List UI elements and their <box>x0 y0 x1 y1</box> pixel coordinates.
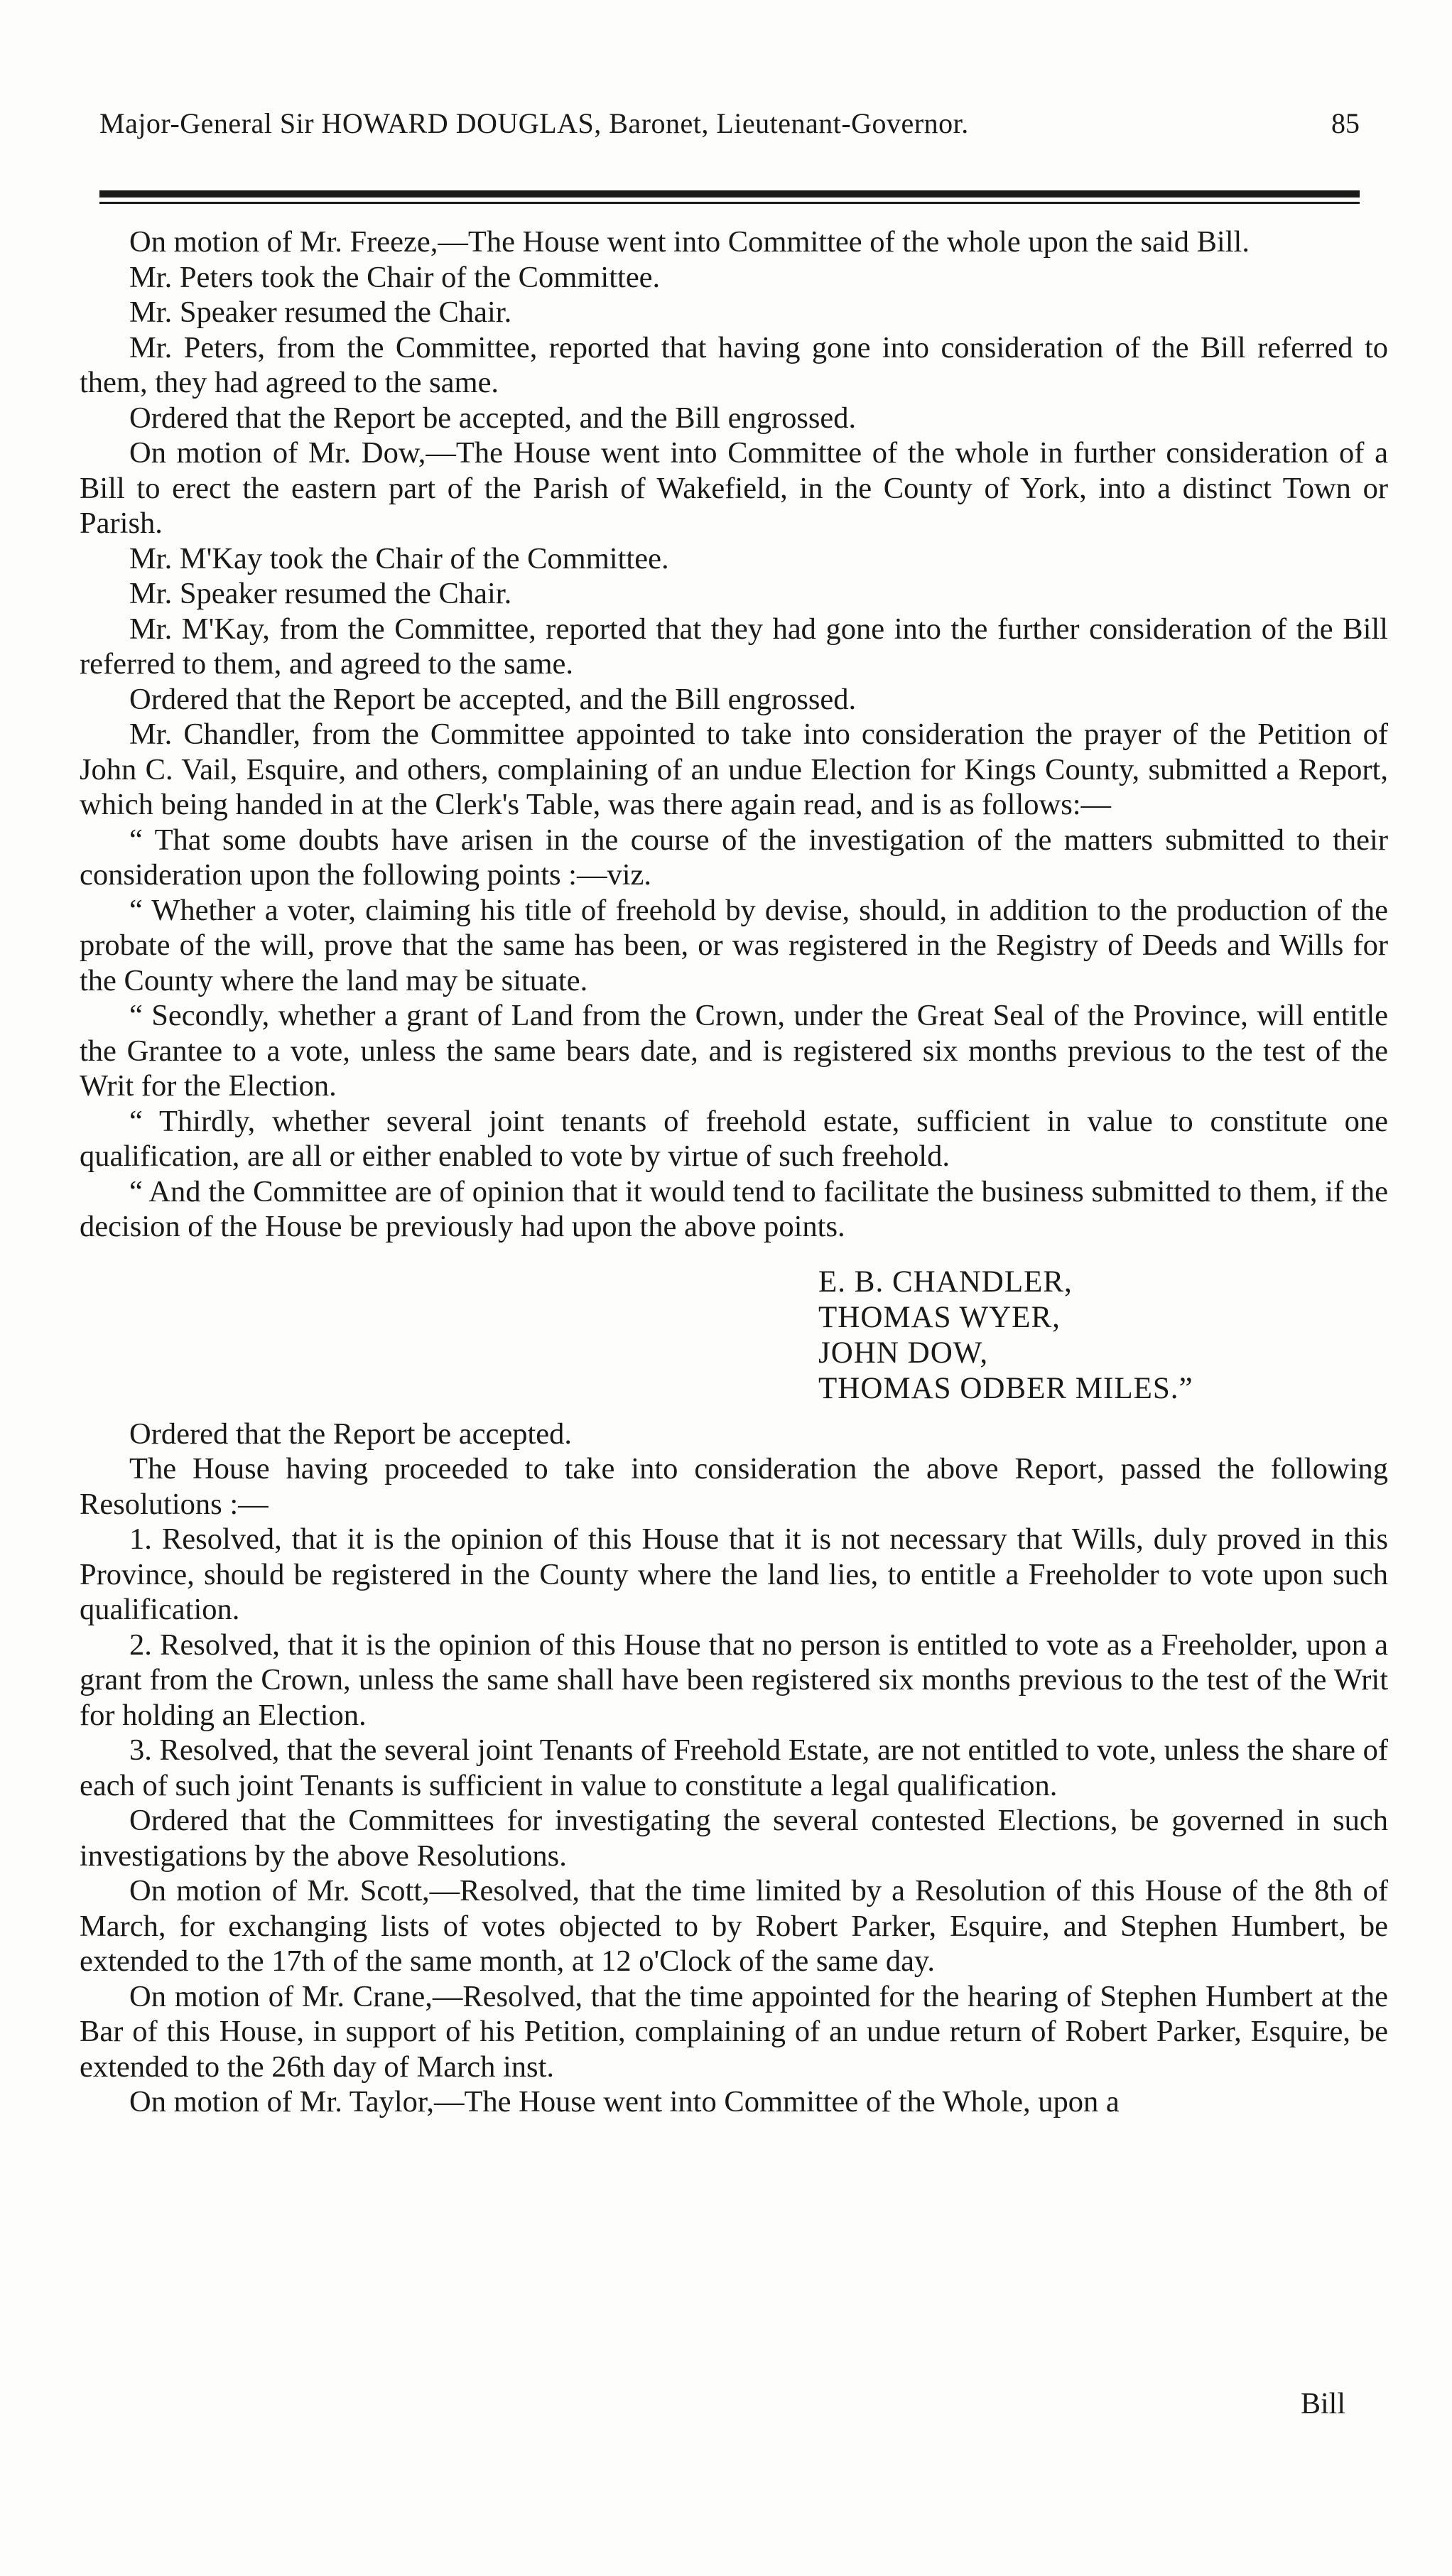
catchword: Bill <box>1300 2388 1345 2420</box>
paragraph: Mr. M'Kay, from the Committee, reported that they had gone into the further consideration of the Bill referred to them, and agreed to the same. <box>80 612 1388 681</box>
signatory: E. B. CHANDLER, <box>818 1265 1073 1299</box>
page-number: 85 <box>1331 107 1360 139</box>
paragraph: Mr. Speaker resumed the Chair. <box>129 296 512 329</box>
paragraph: “ And the Committee are of opinion that it would tend to facilitate the business submitted to them, if the decision of the House be previously had upon the above points. <box>80 1174 1388 1243</box>
paragraph: 3. Resolved, that the several joint Tenants of Freehold Estate, are not entitled to vote, unless the share of each of such joint Tenants is sufficient in value to constitute a legal qualification. <box>80 1733 1388 1802</box>
paragraph: Mr. Speaker resumed the Chair. <box>129 577 512 610</box>
paragraph: Mr. Peters, from the Committee, reported that having gone into consideration of the Bill referred to them, they had agreed to the same. <box>80 330 1388 399</box>
paragraph: Ordered that the Committees for investigating the several contested Elections, be governed in such investigations by the above Resolutions. <box>80 1804 1388 1873</box>
paragraph: Ordered that the Report be accepted. <box>129 1417 573 1451</box>
paragraph: 1. Resolved, that it is the opinion of this House that it is not necessary that Wills, duly proved in this Province, should be registered in the County where the land lies, to entitle a Freeholder to vote upon such qualification. <box>80 1522 1388 1626</box>
paragraph: “ Thirdly, whether several joint tenants of freehold estate, sufficient in value to constitute one qualification, are all or either enabled to vote by virtue of such freehold. <box>80 1104 1388 1173</box>
header-rule-thick <box>99 190 1360 197</box>
paragraph: Ordered that the Report be accepted, and the Bill engrossed. <box>129 401 857 435</box>
running-title: Major-General Sir HOWARD DOUGLAS, Baronet, Lieutenant-Governor. <box>99 107 969 139</box>
signatories <box>818 1265 1388 1407</box>
paragraph: On motion of Mr. Scott,—Resolved, that the time limited by a Resolution of this House of the 8th of March, for exchanging lists of votes objected to by Robert Parker, Esquire, and Stephen Humbert, be extended to the 17th of the same month, at 12 o'Clock of the same day. <box>80 1874 1388 1978</box>
paragraph: On motion of Mr. Dow,—The House went into Committee of the whole in further consideration of a Bill to erect the eastern part of the Parish of Wakefield, in the County of York, into a distinct Town or Parish. <box>80 436 1388 540</box>
body-text <box>80 224 1388 2120</box>
signatory: JOHN DOW, <box>818 1336 989 1370</box>
paragraph: “ That some doubts have arisen in the course of the investigation of the matters submitted to their consideration upon the following points :—viz. <box>80 823 1388 892</box>
running-header <box>99 107 1360 140</box>
signatory: THOMAS ODBER MILES.” <box>818 1371 1193 1405</box>
header-rule-thin <box>99 202 1360 204</box>
paragraph: On motion of Mr. Taylor,—The House went into Committee of the Whole, upon a <box>129 2085 1120 2118</box>
paragraph: The House having proceeded to take into consideration the above Report, passed the following Resolutions :— <box>80 1452 1388 1521</box>
paragraph: “ Secondly, whether a grant of Land from the Crown, under the Great Seal of the Province, will entitle the Grantee to a vote, unless the same bears date, and is registered six months previous to the test of the Writ for the Election. <box>80 999 1388 1103</box>
paragraph: Mr. Peters took the Chair of the Committee. <box>129 260 661 294</box>
paragraph: Ordered that the Report be accepted, and the Bill engrossed. <box>129 682 857 716</box>
paragraph: Mr. Chandler, from the Committee appointed to take into consideration the prayer of the Petition of John C. Vail, Esquire, and others, complaining of an undue Election for Kings County, submitted a Report, which being handed in at the Clerk's Table, was there again read, and is as follows:— <box>80 718 1388 821</box>
signatory: THOMAS WYER, <box>818 1300 1061 1334</box>
paragraph: On motion of Mr. Crane,—Resolved, that the time appointed for the hearing of Stephen Humbert at the Bar of this House, in support of his Petition, complaining of an undue return of Robert Parker, Esquire, be extended to the 26th day of March inst. <box>80 1979 1388 2084</box>
paragraph: On motion of Mr. Freeze,—The House went into Committee of the whole upon the said Bill. <box>129 225 1250 259</box>
paragraph: 2. Resolved, that it is the opinion of this House that no person is entitled to vote as a Freeholder, upon a grant from the Crown, unless the same shall have been registered six months previous to the test of the Writ for holding an Election. <box>80 1628 1388 1732</box>
paragraph: Mr. M'Kay took the Chair of the Committee. <box>129 541 669 575</box>
paragraph: “ Whether a voter, claiming his title of freehold by devise, should, in addition to the production of the probate of the will, prove that the same has been, or was registered in the Registry of Deeds and Wills for the County where the land may be situate. <box>80 893 1388 997</box>
